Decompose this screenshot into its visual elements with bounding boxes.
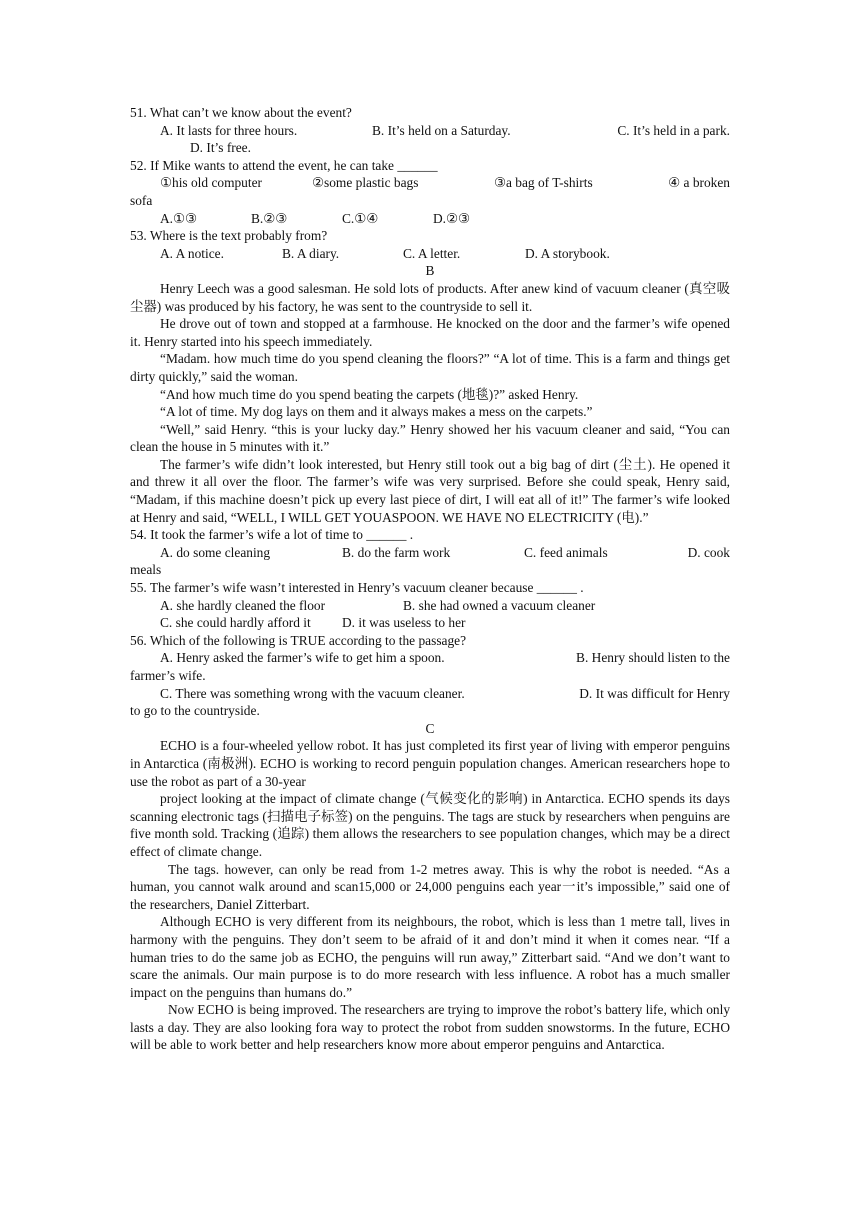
question-56-options-row-2: [130, 685, 730, 703]
q54-option-c: C. feed animals: [524, 544, 608, 560]
question-55-stem: 55. The farmer’s wife wasn’t interested in Henry’s vacuum cleaner because ______ .: [130, 580, 584, 596]
passage-b-paragraph-2: He drove out of town and stopped at a farmhouse. He knocked on the door and the farmer’s wife opened it. Henry started into his speech immediately.: [130, 316, 730, 349]
passage-c-paragraph-5: Now ECHO is being improved. The researchers are trying to improve the robot’s battery life, which only lasts a day. They are also looking fora way to protect the robot from sudden snowstorms. In the future, ECHO will be able to work better and help researchers know more about emperor penguins and Antarctica.: [130, 1002, 731, 1053]
q53-option-d: D. A storybook.: [525, 245, 610, 261]
question-56-options-row-1: [130, 649, 730, 667]
question-52-stem: 52. If Mike wants to attend the event, he can take ______: [130, 157, 438, 173]
q52-item-4: ④ a broken: [668, 175, 730, 191]
q54-option-d: D. cook: [687, 544, 730, 560]
q54-option-d-continued: meals: [130, 562, 162, 578]
q53-option-b: B. A diary.: [282, 245, 340, 261]
question-54-stem: 54. It took the farmer’s wife a lot of time to ______ .: [130, 527, 414, 543]
q55-option-c: C. she could hardly afford it: [160, 615, 311, 631]
passage-b-paragraph-4: “And how much time do you spend beating the carpets (地毯)?” asked Henry.: [160, 386, 579, 402]
question-54-options-row: [130, 544, 730, 562]
q52-item-3: ③a bag of T-shirts: [494, 175, 593, 191]
q56-option-b-continued: farmer’s wife.: [130, 668, 206, 683]
q51-option-b: B. It’s held on a Saturday.: [372, 122, 511, 138]
q55-option-b: B. she had owned a vacuum cleaner: [403, 597, 596, 613]
q52-option-d: D.②③: [433, 210, 471, 226]
q56-option-d-continued: to go to the countryside.: [130, 703, 260, 719]
passage-b-paragraph-6: “Well,” said Henry. “this is your lucky day.” Henry showed her his vacuum cleaner and said, “You can clean the house in 5 minutes with it.”: [130, 421, 730, 455]
q51-option-c: C. It’s held in a park.: [617, 122, 730, 138]
question-52-items-row: [130, 174, 730, 192]
passage-b-paragraph-5: “A lot of time. My dog lays on them and it always makes a mess on the carpets.”: [160, 404, 593, 420]
section-c-heading: C: [425, 720, 435, 736]
q53-option-a: A. A notice.: [160, 245, 224, 261]
passage-c-paragraph-1: ECHO is a four-wheeled yellow robot. It has just completed its first year of living with emperor penguins in Antarctica (南极洲). ECHO is working to record penguin population changes. American researchers hope to use the robot as part of a 30-year: [130, 738, 730, 789]
passage-c-paragraph-3: The tags. however, can only be read from 1-2 metres away. This is why the robot is needed. “As a human, you cannot walk around and scan15,000 or 24,000 penguins each year一it’s impossible,” said one of the researchers, Daniel Zitterbart.: [130, 861, 730, 912]
q56-option-a: A. Henry asked the farmer’s wife to get him a spoon.: [160, 650, 445, 666]
q56-option-d: D. It was difficult for Henry: [579, 685, 730, 701]
passage-b-paragraph-3: “Madam. how much time do you spend cleaning the floors?” “A lot of time. This is a farm and things get dirty quickly,” said the woman.: [130, 351, 730, 384]
q52-option-c: C.①④: [342, 210, 379, 226]
q53-option-c: C. A letter.: [403, 245, 461, 261]
q52-item-2: ②some plastic bags: [312, 175, 419, 191]
q55-option-d: D. it was useless to her: [342, 615, 466, 631]
passage-c-paragraph-2: project looking at the impact of climate change (气候变化的影响) in Antarctica. ECHO spends its days scanning electronic tags (扫描电子标签) on the penguins. The tags are stuck by researchers when penguins are five month sold. Tracking (追踪) them allows the researchers to see population changes, which may be a direct effect of climate change.: [130, 791, 730, 859]
question-53-options-row: [130, 245, 730, 263]
q51-option-d: D. It’s free.: [190, 140, 251, 156]
q52-option-a: A.①③: [160, 210, 198, 226]
q54-option-b: B. do the farm work: [342, 544, 451, 560]
q56-option-b: B. Henry should listen to the: [576, 650, 730, 666]
question-53-stem: 53. Where is the text probably from?: [130, 228, 328, 244]
passage-b-paragraph-1: Henry Leech was a good salesman. He sold lots of products. After anew kind of vacuum cleaner (真空吸尘器) was produced by his factory, he was sent to the countryside to sell it.: [130, 280, 730, 314]
q52-option-b: B.②③: [251, 210, 288, 226]
question-51-stem: 51. What can’t we know about the event?: [130, 105, 352, 120]
question-52-options-row: [130, 210, 730, 228]
q52-item-1: ①his old computer: [160, 175, 263, 191]
passage-c-paragraph-4: Although ECHO is very different from its neighbours, the robot, which is less than 1 metre tall, lives in harmony with the penguins. They don’t seem to be afraid of it and don’t mind it when it comes near. “If a human tries to do the same job as ECHO, the penguins will run away,” Zitterbart said. “And we don’t want to scare the animals. Our main purpose is to do more research with less influence. A robot has a much smaller impact on the penguins than humans do.”: [130, 914, 730, 1000]
q51-option-a: A. It lasts for three hours.: [160, 122, 298, 138]
q54-option-a: A. do some cleaning: [160, 544, 271, 560]
passage-b-paragraph-7: The farmer’s wife didn’t look interested, but Henry still took out a big bag of dirt (尘土). He opened it and threw it all over the floor. The farmer’s wife was very surprised. Before she could speak, Henry said, “Madam, if this machine doesn’t pick up every last piece of dirt, I will eat all of it!” The farmer’s wife looked at Henry and said, “WELL, I WILL GET YOUASPOON. WE HAVE NO ELECTRICITY (电).”: [130, 456, 730, 525]
q56-option-c: C. There was something wrong with the vacuum cleaner.: [160, 685, 465, 701]
question-56-stem: 56. Which of the following is TRUE according to the passage?: [130, 632, 467, 648]
q52-item-4-continued: sofa: [130, 192, 153, 208]
exam-page: [130, 104, 730, 1054]
section-b-heading: B: [425, 263, 435, 279]
q55-option-a: A. she hardly cleaned the floor: [160, 597, 326, 613]
question-55-options-row-1: [130, 597, 730, 615]
question-51-options-row: [130, 122, 730, 140]
question-55-options-row-2: [130, 614, 730, 632]
